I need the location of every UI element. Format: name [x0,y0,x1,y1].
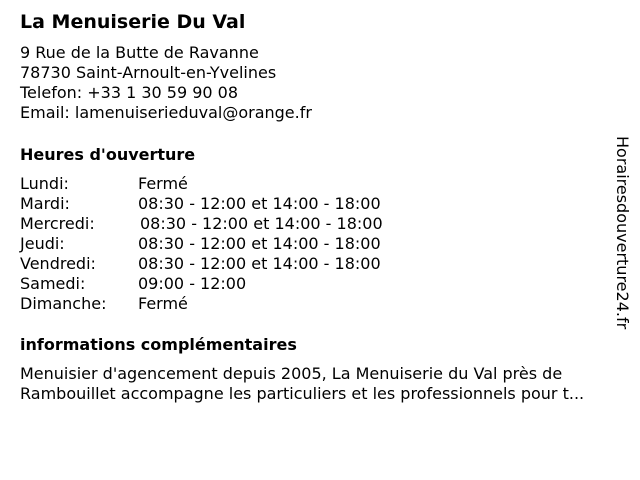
street-address: 9 Rue de la Butte de Ravanne [20,43,259,62]
day-hours: 08:30 - 12:00 et 14:00 - 18:00 [138,254,381,273]
email-address: Email: lamenuiserieduval@orange.fr [20,103,312,122]
day-label: Jeudi: [20,234,65,253]
description-line-1: Menuisier d'agencement depuis 2005, La Menuiserie du Val près de [20,364,563,383]
day-hours: 08:30 - 12:00 et 14:00 - 18:00 [138,194,381,213]
day-hours: 08:30 - 12:00 et 14:00 - 18:00 [140,214,383,233]
day-label: Lundi: [20,174,69,193]
day-label: Mardi: [20,194,70,213]
day-hours: Fermé [138,294,188,313]
opening-hours-list [20,174,383,314]
hours-row-samedi [20,274,383,294]
day-hours: 08:30 - 12:00 et 14:00 - 18:00 [138,234,381,253]
hours-title: Heures d'ouverture [20,145,196,164]
day-hours: Fermé [138,174,188,193]
contact-block [20,43,312,123]
day-label: Vendredi: [20,254,96,273]
day-label: Dimanche: [20,294,107,313]
description-text [20,364,632,404]
description-line-2: Rambouillet accompagne les particuliers et les professionnels pour t... [20,384,585,403]
info-title: informations complémentaires [20,335,297,354]
hours-row-jeudi [20,234,383,254]
hours-row-vendredi [20,254,383,274]
business-name: La Menuiserie Du Val [20,11,246,33]
day-hours: 09:00 - 12:00 [138,274,247,293]
watermark-text: Horairesdouverture24.fr [613,136,632,330]
hours-row-mardi [20,194,383,214]
day-label: Samedi: [20,274,86,293]
city-address: 78730 Saint-Arnoult-en-Yvelines [20,63,277,82]
hours-row-mercredi [20,214,383,234]
hours-row-dimanche [20,294,383,314]
phone-number: Telefon: +33 1 30 59 90 08 [20,83,239,102]
day-label: Mercredi: [20,214,95,233]
hours-row-lundi [20,174,383,194]
